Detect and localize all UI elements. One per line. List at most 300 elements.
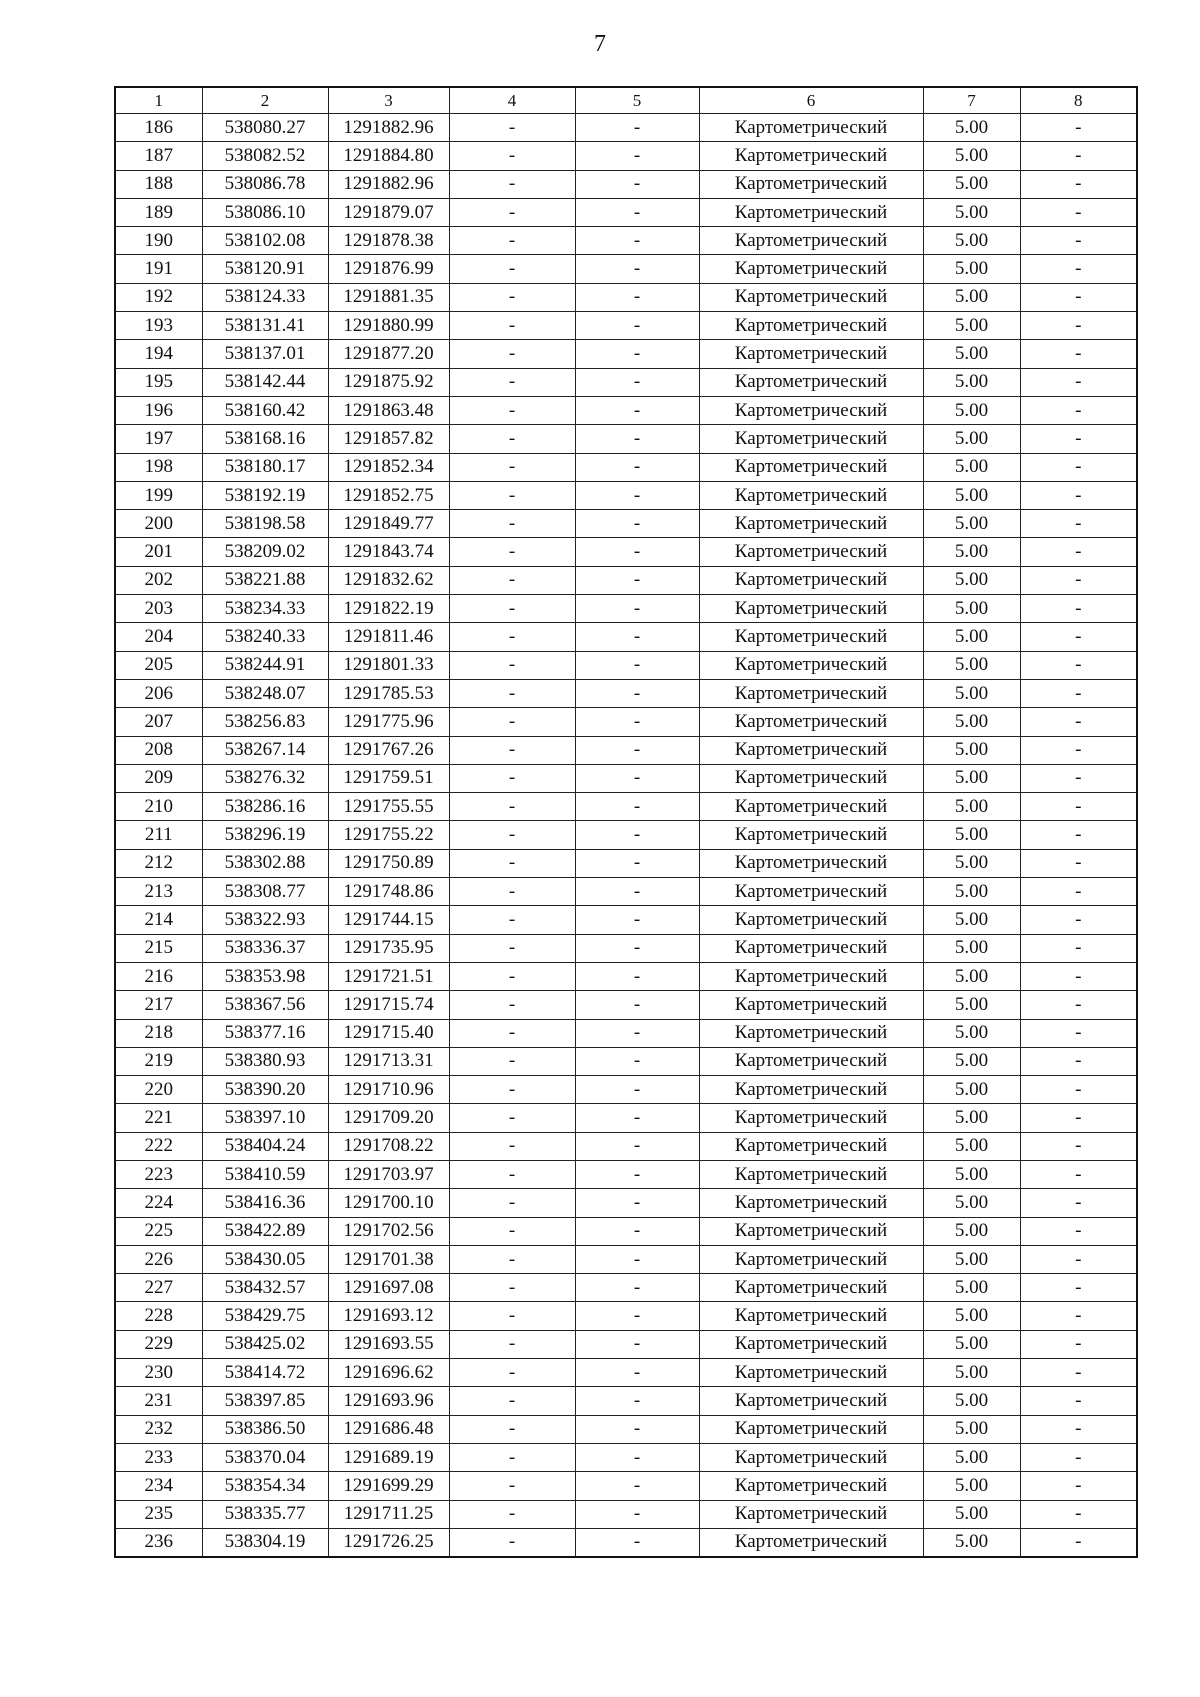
cell-method: Картометрический	[699, 906, 923, 934]
cell-y-coordinate: 1291713.31	[328, 1047, 449, 1075]
cell-col-5: -	[575, 878, 699, 906]
cell-accuracy: 5.00	[923, 227, 1020, 255]
cell-y-coordinate: 1291709.20	[328, 1104, 449, 1132]
cell-col-8: -	[1020, 906, 1137, 934]
cell-method: Картометрический	[699, 1387, 923, 1415]
cell-method: Картометрический	[699, 170, 923, 198]
cell-x-coordinate: 538192.19	[202, 481, 328, 509]
cell-col-5: -	[575, 510, 699, 538]
cell-method: Картометрический	[699, 1189, 923, 1217]
cell-col-4: -	[449, 170, 575, 198]
cell-method: Картометрический	[699, 878, 923, 906]
cell-point-number: 188	[115, 170, 202, 198]
table-row	[115, 849, 1137, 877]
cell-col-5: -	[575, 1104, 699, 1132]
cell-x-coordinate: 538410.59	[202, 1160, 328, 1188]
cell-method: Картометрический	[699, 566, 923, 594]
table-row	[115, 1387, 1137, 1415]
cell-accuracy: 5.00	[923, 849, 1020, 877]
table-row	[115, 708, 1137, 736]
cell-col-8: -	[1020, 1132, 1137, 1160]
cell-accuracy: 5.00	[923, 991, 1020, 1019]
cell-y-coordinate: 1291755.55	[328, 793, 449, 821]
cell-col-5: -	[575, 396, 699, 424]
cell-y-coordinate: 1291715.40	[328, 1019, 449, 1047]
cell-col-5: -	[575, 821, 699, 849]
cell-point-number: 233	[115, 1443, 202, 1471]
cell-col-4: -	[449, 1472, 575, 1500]
cell-point-number: 214	[115, 906, 202, 934]
cell-accuracy: 5.00	[923, 114, 1020, 142]
cell-col-8: -	[1020, 510, 1137, 538]
cell-accuracy: 5.00	[923, 736, 1020, 764]
cell-col-4: -	[449, 566, 575, 594]
cell-col-8: -	[1020, 1330, 1137, 1358]
cell-col-4: -	[449, 368, 575, 396]
column-header-y-coordinate: 3	[328, 87, 449, 114]
cell-accuracy: 5.00	[923, 1387, 1020, 1415]
cell-col-5: -	[575, 679, 699, 707]
cell-x-coordinate: 538267.14	[202, 736, 328, 764]
cell-col-5: -	[575, 340, 699, 368]
cell-col-8: -	[1020, 736, 1137, 764]
cell-x-coordinate: 538414.72	[202, 1359, 328, 1387]
cell-method: Картометрический	[699, 991, 923, 1019]
cell-point-number: 218	[115, 1019, 202, 1047]
table-row	[115, 1443, 1137, 1471]
cell-x-coordinate: 538380.93	[202, 1047, 328, 1075]
table-row	[115, 1359, 1137, 1387]
cell-col-4: -	[449, 312, 575, 340]
table-row	[115, 510, 1137, 538]
table-row	[115, 1274, 1137, 1302]
cell-col-5: -	[575, 368, 699, 396]
table-row	[115, 1160, 1137, 1188]
cell-method: Картометрический	[699, 595, 923, 623]
cell-y-coordinate: 1291832.62	[328, 566, 449, 594]
column-header-point-number: 1	[115, 87, 202, 114]
cell-x-coordinate: 538221.88	[202, 566, 328, 594]
table-row	[115, 595, 1137, 623]
cell-accuracy: 5.00	[923, 793, 1020, 821]
cell-col-5: -	[575, 312, 699, 340]
cell-accuracy: 5.00	[923, 1302, 1020, 1330]
cell-x-coordinate: 538137.01	[202, 340, 328, 368]
cell-y-coordinate: 1291884.80	[328, 142, 449, 170]
cell-accuracy: 5.00	[923, 396, 1020, 424]
cell-accuracy: 5.00	[923, 651, 1020, 679]
cell-col-5: -	[575, 764, 699, 792]
cell-x-coordinate: 538425.02	[202, 1330, 328, 1358]
cell-col-8: -	[1020, 1443, 1137, 1471]
cell-y-coordinate: 1291880.99	[328, 312, 449, 340]
cell-point-number: 226	[115, 1245, 202, 1273]
cell-col-5: -	[575, 114, 699, 142]
cell-accuracy: 5.00	[923, 1472, 1020, 1500]
cell-x-coordinate: 538286.16	[202, 793, 328, 821]
cell-accuracy: 5.00	[923, 1359, 1020, 1387]
cell-col-4: -	[449, 736, 575, 764]
cell-method: Картометрический	[699, 1500, 923, 1528]
cell-point-number: 224	[115, 1189, 202, 1217]
cell-col-8: -	[1020, 991, 1137, 1019]
cell-col-8: -	[1020, 962, 1137, 990]
table-row	[115, 255, 1137, 283]
cell-method: Картометрический	[699, 1274, 923, 1302]
cell-col-4: -	[449, 821, 575, 849]
cell-accuracy: 5.00	[923, 1217, 1020, 1245]
cell-point-number: 195	[115, 368, 202, 396]
cell-col-8: -	[1020, 793, 1137, 821]
cell-x-coordinate: 538304.19	[202, 1528, 328, 1557]
cell-col-4: -	[449, 1359, 575, 1387]
cell-y-coordinate: 1291863.48	[328, 396, 449, 424]
cell-accuracy: 5.00	[923, 1047, 1020, 1075]
cell-y-coordinate: 1291726.25	[328, 1528, 449, 1557]
table-row	[115, 566, 1137, 594]
cell-col-8: -	[1020, 1160, 1137, 1188]
cell-accuracy: 5.00	[923, 962, 1020, 990]
cell-point-number: 192	[115, 283, 202, 311]
cell-x-coordinate: 538386.50	[202, 1415, 328, 1443]
cell-y-coordinate: 1291693.55	[328, 1330, 449, 1358]
cell-col-4: -	[449, 1132, 575, 1160]
cell-x-coordinate: 538354.34	[202, 1472, 328, 1500]
cell-col-4: -	[449, 595, 575, 623]
cell-x-coordinate: 538322.93	[202, 906, 328, 934]
cell-y-coordinate: 1291744.15	[328, 906, 449, 934]
cell-y-coordinate: 1291785.53	[328, 679, 449, 707]
cell-y-coordinate: 1291700.10	[328, 1189, 449, 1217]
coordinates-table	[114, 86, 1138, 1558]
cell-method: Картометрический	[699, 142, 923, 170]
cell-y-coordinate: 1291811.46	[328, 623, 449, 651]
cell-x-coordinate: 538296.19	[202, 821, 328, 849]
cell-x-coordinate: 538160.42	[202, 396, 328, 424]
cell-col-5: -	[575, 1019, 699, 1047]
table-row	[115, 878, 1137, 906]
cell-point-number: 191	[115, 255, 202, 283]
cell-x-coordinate: 538256.83	[202, 708, 328, 736]
cell-y-coordinate: 1291876.99	[328, 255, 449, 283]
cell-col-5: -	[575, 142, 699, 170]
cell-x-coordinate: 538432.57	[202, 1274, 328, 1302]
cell-method: Картометрический	[699, 1076, 923, 1104]
cell-col-5: -	[575, 1160, 699, 1188]
cell-accuracy: 5.00	[923, 623, 1020, 651]
page-number: 7	[594, 31, 606, 57]
cell-y-coordinate: 1291759.51	[328, 764, 449, 792]
cell-point-number: 207	[115, 708, 202, 736]
cell-method: Картометрический	[699, 651, 923, 679]
cell-y-coordinate: 1291702.56	[328, 1217, 449, 1245]
cell-point-number: 205	[115, 651, 202, 679]
cell-col-8: -	[1020, 170, 1137, 198]
cell-col-5: -	[575, 255, 699, 283]
cell-col-8: -	[1020, 566, 1137, 594]
cell-y-coordinate: 1291849.77	[328, 510, 449, 538]
cell-x-coordinate: 538248.07	[202, 679, 328, 707]
cell-method: Картометрический	[699, 425, 923, 453]
cell-col-4: -	[449, 708, 575, 736]
cell-y-coordinate: 1291693.96	[328, 1387, 449, 1415]
cell-col-8: -	[1020, 481, 1137, 509]
table-row	[115, 1104, 1137, 1132]
cell-col-5: -	[575, 1274, 699, 1302]
cell-method: Картометрический	[699, 396, 923, 424]
cell-x-coordinate: 538430.05	[202, 1245, 328, 1273]
cell-col-8: -	[1020, 679, 1137, 707]
cell-x-coordinate: 538240.33	[202, 623, 328, 651]
cell-col-5: -	[575, 1472, 699, 1500]
cell-col-4: -	[449, 934, 575, 962]
table-row	[115, 793, 1137, 821]
cell-col-8: -	[1020, 198, 1137, 226]
cell-col-8: -	[1020, 396, 1137, 424]
cell-col-4: -	[449, 538, 575, 566]
cell-y-coordinate: 1291750.89	[328, 849, 449, 877]
cell-point-number: 201	[115, 538, 202, 566]
cell-col-8: -	[1020, 1415, 1137, 1443]
cell-accuracy: 5.00	[923, 538, 1020, 566]
cell-col-5: -	[575, 623, 699, 651]
cell-y-coordinate: 1291881.35	[328, 283, 449, 311]
cell-point-number: 236	[115, 1528, 202, 1557]
cell-method: Картометрический	[699, 340, 923, 368]
cell-col-5: -	[575, 1443, 699, 1471]
cell-accuracy: 5.00	[923, 764, 1020, 792]
cell-y-coordinate: 1291877.20	[328, 340, 449, 368]
cell-col-5: -	[575, 1047, 699, 1075]
cell-point-number: 228	[115, 1302, 202, 1330]
cell-x-coordinate: 538198.58	[202, 510, 328, 538]
cell-y-coordinate: 1291715.74	[328, 991, 449, 1019]
cell-accuracy: 5.00	[923, 821, 1020, 849]
cell-col-4: -	[449, 1160, 575, 1188]
cell-y-coordinate: 1291882.96	[328, 114, 449, 142]
cell-col-8: -	[1020, 1217, 1137, 1245]
cell-col-4: -	[449, 1274, 575, 1302]
cell-accuracy: 5.00	[923, 878, 1020, 906]
cell-col-8: -	[1020, 1104, 1137, 1132]
cell-col-5: -	[575, 1415, 699, 1443]
cell-accuracy: 5.00	[923, 312, 1020, 340]
cell-col-8: -	[1020, 142, 1137, 170]
table-row	[115, 1302, 1137, 1330]
cell-point-number: 198	[115, 453, 202, 481]
table-row	[115, 991, 1137, 1019]
cell-col-4: -	[449, 1076, 575, 1104]
cell-col-8: -	[1020, 821, 1137, 849]
cell-col-4: -	[449, 1245, 575, 1273]
cell-col-4: -	[449, 623, 575, 651]
cell-y-coordinate: 1291755.22	[328, 821, 449, 849]
cell-x-coordinate: 538302.88	[202, 849, 328, 877]
cell-accuracy: 5.00	[923, 1274, 1020, 1302]
cell-method: Картометрический	[699, 1359, 923, 1387]
cell-col-4: -	[449, 453, 575, 481]
cell-x-coordinate: 538397.10	[202, 1104, 328, 1132]
cell-col-4: -	[449, 679, 575, 707]
cell-col-4: -	[449, 114, 575, 142]
cell-method: Картометрический	[699, 227, 923, 255]
cell-col-5: -	[575, 793, 699, 821]
table-row	[115, 538, 1137, 566]
cell-method: Картометрический	[699, 679, 923, 707]
cell-col-8: -	[1020, 934, 1137, 962]
cell-method: Картометрический	[699, 1443, 923, 1471]
cell-col-8: -	[1020, 227, 1137, 255]
cell-y-coordinate: 1291852.34	[328, 453, 449, 481]
cell-col-5: -	[575, 538, 699, 566]
cell-x-coordinate: 538422.89	[202, 1217, 328, 1245]
table-row	[115, 1189, 1137, 1217]
cell-x-coordinate: 538180.17	[202, 453, 328, 481]
cell-point-number: 213	[115, 878, 202, 906]
column-header-col-4: 4	[449, 87, 575, 114]
cell-x-coordinate: 538082.52	[202, 142, 328, 170]
column-header-accuracy: 7	[923, 87, 1020, 114]
table-row	[115, 170, 1137, 198]
cell-x-coordinate: 538080.27	[202, 114, 328, 142]
cell-col-5: -	[575, 566, 699, 594]
cell-point-number: 186	[115, 114, 202, 142]
cell-point-number: 212	[115, 849, 202, 877]
cell-col-4: -	[449, 1387, 575, 1415]
cell-point-number: 208	[115, 736, 202, 764]
cell-method: Картометрический	[699, 623, 923, 651]
cell-method: Картометрический	[699, 453, 923, 481]
cell-x-coordinate: 538168.16	[202, 425, 328, 453]
cell-x-coordinate: 538086.78	[202, 170, 328, 198]
cell-method: Картометрический	[699, 1160, 923, 1188]
cell-accuracy: 5.00	[923, 566, 1020, 594]
cell-y-coordinate: 1291879.07	[328, 198, 449, 226]
cell-col-8: -	[1020, 595, 1137, 623]
cell-y-coordinate: 1291701.38	[328, 1245, 449, 1273]
cell-point-number: 222	[115, 1132, 202, 1160]
cell-col-4: -	[449, 340, 575, 368]
cell-point-number: 206	[115, 679, 202, 707]
cell-col-5: -	[575, 1217, 699, 1245]
cell-x-coordinate: 538142.44	[202, 368, 328, 396]
cell-method: Картометрический	[699, 708, 923, 736]
cell-x-coordinate: 538336.37	[202, 934, 328, 962]
cell-col-8: -	[1020, 425, 1137, 453]
cell-col-5: -	[575, 1359, 699, 1387]
cell-col-5: -	[575, 708, 699, 736]
cell-method: Картометрический	[699, 1245, 923, 1273]
table-row	[115, 425, 1137, 453]
table-row	[115, 821, 1137, 849]
cell-accuracy: 5.00	[923, 170, 1020, 198]
table-row	[115, 1132, 1137, 1160]
cell-accuracy: 5.00	[923, 679, 1020, 707]
cell-col-8: -	[1020, 764, 1137, 792]
cell-col-5: -	[575, 227, 699, 255]
cell-point-number: 203	[115, 595, 202, 623]
cell-col-8: -	[1020, 1359, 1137, 1387]
cell-method: Картометрический	[699, 764, 923, 792]
cell-accuracy: 5.00	[923, 1528, 1020, 1557]
cell-method: Картометрический	[699, 312, 923, 340]
table-row	[115, 736, 1137, 764]
table-row	[115, 1217, 1137, 1245]
cell-accuracy: 5.00	[923, 425, 1020, 453]
cell-point-number: 194	[115, 340, 202, 368]
column-header-method: 6	[699, 87, 923, 114]
cell-method: Картометрический	[699, 736, 923, 764]
cell-x-coordinate: 538377.16	[202, 1019, 328, 1047]
cell-point-number: 216	[115, 962, 202, 990]
cell-col-4: -	[449, 283, 575, 311]
table-row	[115, 679, 1137, 707]
cell-col-5: -	[575, 1076, 699, 1104]
cell-method: Картометрический	[699, 368, 923, 396]
cell-y-coordinate: 1291710.96	[328, 1076, 449, 1104]
cell-x-coordinate: 538335.77	[202, 1500, 328, 1528]
cell-method: Картометрический	[699, 283, 923, 311]
cell-col-4: -	[449, 991, 575, 1019]
cell-point-number: 215	[115, 934, 202, 962]
cell-y-coordinate: 1291693.12	[328, 1302, 449, 1330]
cell-accuracy: 5.00	[923, 481, 1020, 509]
cell-point-number: 232	[115, 1415, 202, 1443]
cell-y-coordinate: 1291708.22	[328, 1132, 449, 1160]
cell-col-4: -	[449, 1189, 575, 1217]
cell-col-4: -	[449, 255, 575, 283]
cell-y-coordinate: 1291822.19	[328, 595, 449, 623]
cell-col-8: -	[1020, 453, 1137, 481]
cell-point-number: 234	[115, 1472, 202, 1500]
cell-col-4: -	[449, 510, 575, 538]
cell-method: Картометрический	[699, 481, 923, 509]
cell-method: Картометрический	[699, 1047, 923, 1075]
table-row	[115, 142, 1137, 170]
cell-x-coordinate: 538370.04	[202, 1443, 328, 1471]
cell-col-8: -	[1020, 1019, 1137, 1047]
table-row	[115, 368, 1137, 396]
table-row	[115, 764, 1137, 792]
cell-method: Картометрический	[699, 1104, 923, 1132]
cell-col-8: -	[1020, 538, 1137, 566]
cell-col-4: -	[449, 906, 575, 934]
cell-method: Картометрический	[699, 114, 923, 142]
cell-col-5: -	[575, 453, 699, 481]
column-header-x-coordinate: 2	[202, 87, 328, 114]
cell-x-coordinate: 538086.10	[202, 198, 328, 226]
table-row	[115, 114, 1137, 142]
cell-accuracy: 5.00	[923, 142, 1020, 170]
cell-x-coordinate: 538276.32	[202, 764, 328, 792]
cell-x-coordinate: 538416.36	[202, 1189, 328, 1217]
cell-accuracy: 5.00	[923, 255, 1020, 283]
cell-accuracy: 5.00	[923, 1443, 1020, 1471]
table-body	[115, 114, 1137, 1558]
cell-method: Картометрический	[699, 1019, 923, 1047]
cell-y-coordinate: 1291843.74	[328, 538, 449, 566]
cell-accuracy: 5.00	[923, 198, 1020, 226]
table-row	[115, 312, 1137, 340]
cell-col-4: -	[449, 1104, 575, 1132]
cell-col-5: -	[575, 425, 699, 453]
cell-col-4: -	[449, 962, 575, 990]
table-row	[115, 340, 1137, 368]
cell-accuracy: 5.00	[923, 340, 1020, 368]
cell-y-coordinate: 1291697.08	[328, 1274, 449, 1302]
cell-col-4: -	[449, 1019, 575, 1047]
cell-col-8: -	[1020, 849, 1137, 877]
